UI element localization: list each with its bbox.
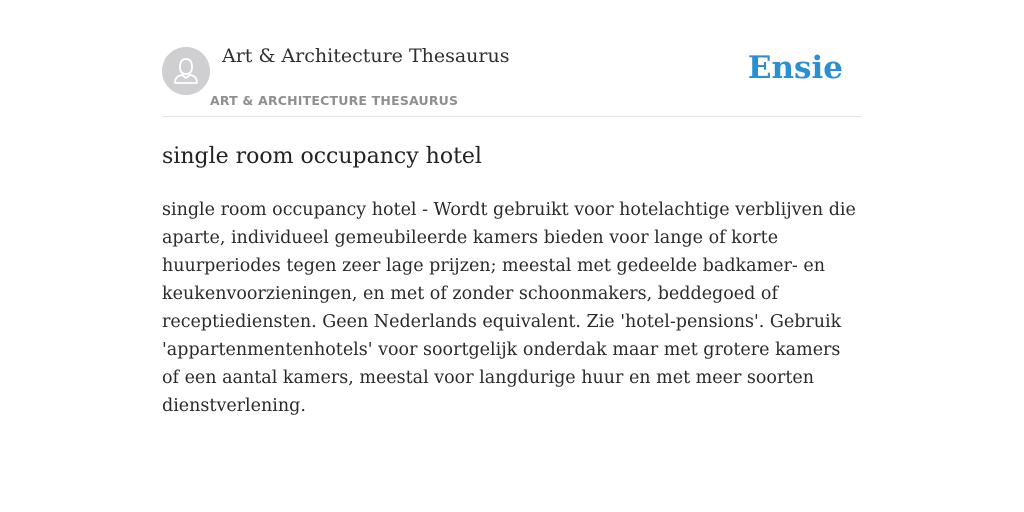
definition-text: single room occupancy hotel - Wordt gebruikt voor hotelachtige verblijven die aparte, individueel gemeubileerde kamers bieden voor lange of korte huurperiodes tegen zeer lage prijzen; meestal met gedeelde badkamer- en keukenvoorzieningen, en met of zonder schoonmakers, beddegoed of receptiediensten. Geen Nederlands equivalent. Zie 'hotel-pensions'. Gebruik 'appartenmentenhotels' voor soortgelijk onderdak maar met grotere kamers of een aantal kamers, meestal voor langdurige huur en met meer soorten dienstverlening. (162, 200, 856, 416)
source-name[interactable]: Art & Architecture Thesaurus (222, 45, 510, 67)
source-header (162, 0, 862, 117)
user-avatar-icon[interactable] (162, 47, 210, 95)
content-container (162, 0, 862, 420)
brand-logo[interactable]: Ensie (747, 50, 843, 86)
page-title: single room occupancy hotel (162, 144, 482, 169)
source-caption[interactable]: ART & ARCHITECTURE THESAURUS (210, 93, 459, 108)
